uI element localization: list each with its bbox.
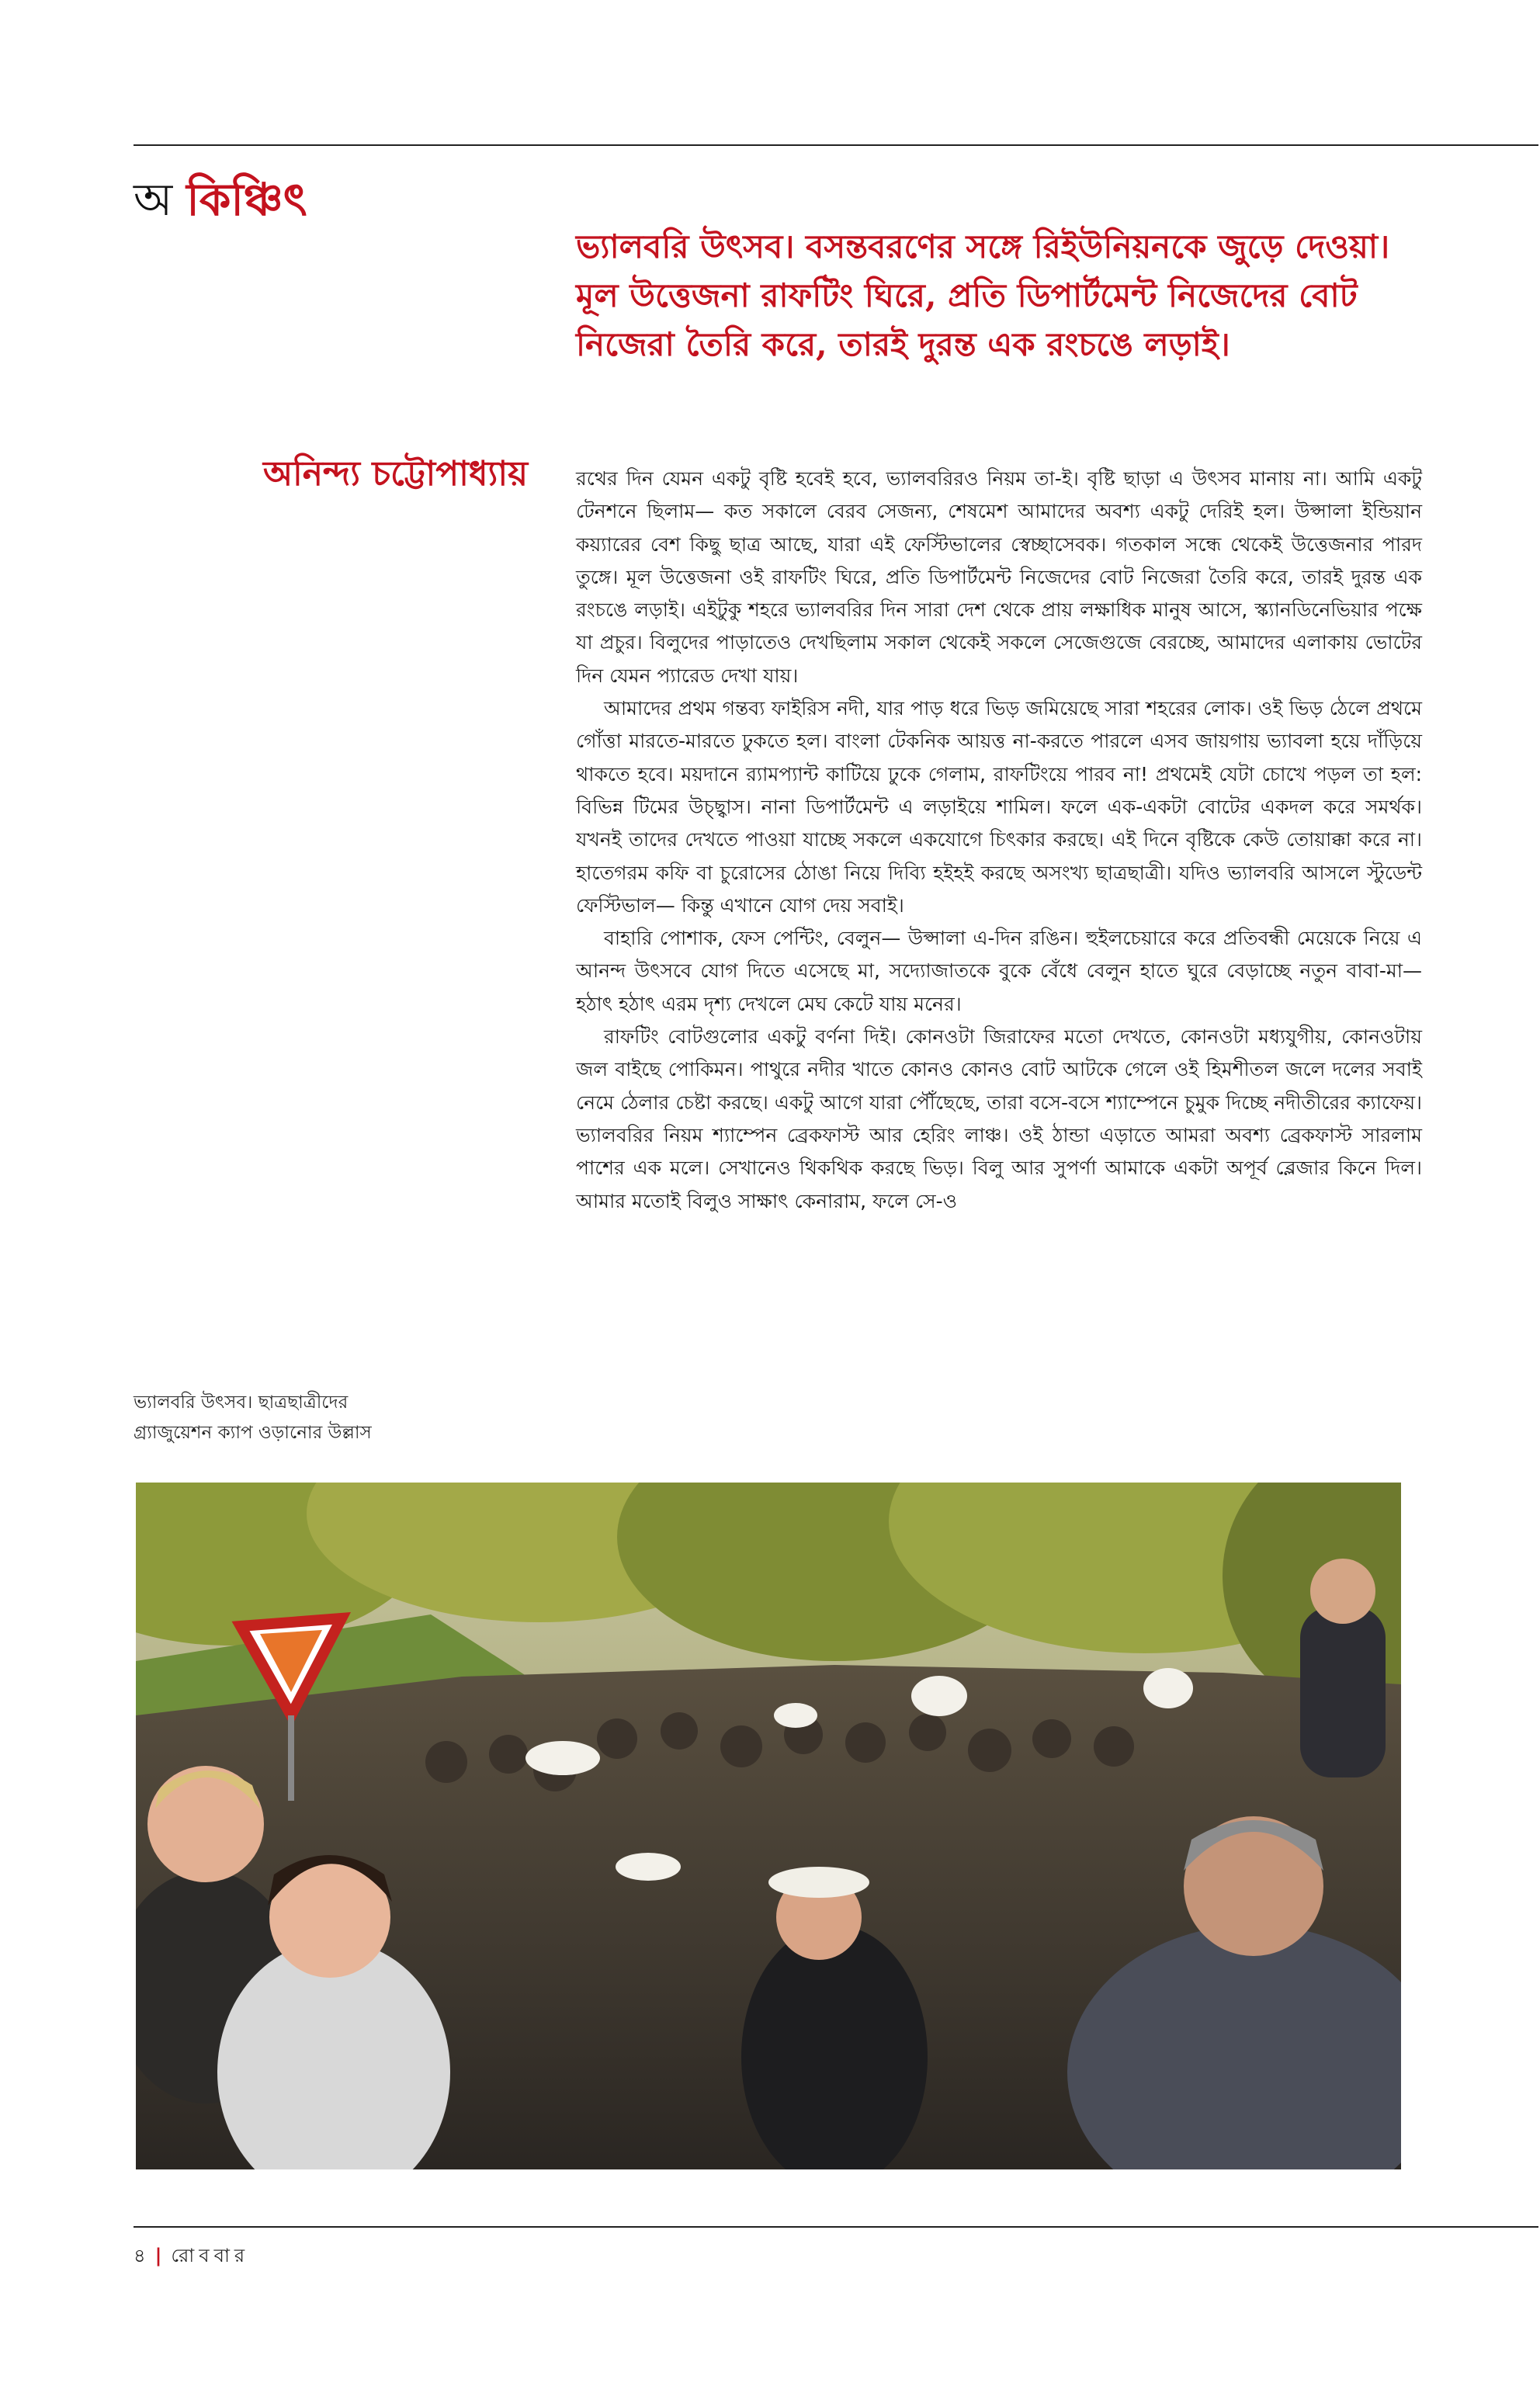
article-paragraph: রাফটিং বোটগুলোর একটু বর্ণনা দিই। কোনওটা জিরাফের মতো দেখতে, কোনওটা মধ্যযুগীয়, কোনওটায় জল বাইছে পোকিমন। পাথুরে নদীর খাতে কোনও কোনও বোট আটকে গেলে ওই হিমশীতল জলে দলের সবাই নেমে ঠেলার চেষ্টা করছে। একটু আগে যারা পৌঁছেছে, তারা বসে-বসে শ্যাম্পেনে চুমুক দিচ্ছে নদীতীরের ক্যাফেয়। ভ্যালবরির নিয়ম শ্যাম্পেন ব্রেকফাস্ট আর হেরিং লাঞ্চ। ওই ঠান্ডা এড়াতে আমরা অবশ্য ব্রেকফাস্ট সারলাম পাশের এক মলে। সেখানেও থিকথিক করছে ভিড়। বিলু আর সুপর্ণা আমাকে একটা অপূর্ব ব্লেজার কিনে দিল। আমার মতোই বিলুও সাক্ষাৎ কেনারাম, ফলে সে-ও bbox=[576, 1025, 1422, 1212]
footer-separator: | bbox=[154, 2245, 162, 2266]
magazine-name: রোববার bbox=[171, 2245, 250, 2266]
top-rule bbox=[134, 144, 1538, 146]
article-paragraph: বাহারি পোশাক, ফেস পেন্টিং, বেলুন— উপ্সালা এ-দিন রঙিন। হুইলচেয়ারে করে প্রতিবন্ধী মেয়েকে নিয়ে এ আনন্দ উৎসবে যোগ দিতে এসেছে মা, সদ্যোজাতকে বুকে বেঁধে বেলুন হাতে ঘুরে বেড়াচ্ছে নতুন বাবা-মা— হঠাৎ হঠাৎ এরম দৃশ্য দেখলে মেঘ কেটে যায় মনের। bbox=[576, 927, 1422, 1015]
section-heading bbox=[134, 172, 307, 227]
article-body bbox=[576, 463, 1422, 1218]
article-paragraph: রথের দিন যেমন একটু বৃষ্টি হবেই হবে, ভ্যালবরিরও নিয়ম তা-ই। বৃষ্টি ছাড়া এ উৎসব মানায় না। আমি একটু টেনশনে ছিলাম— কত সকালে বেরব সেজন্য, শেষমেশ আমাদের অবশ্য একটু দেরিই হল। উপ্সালা ইন্ডিয়ান কয়্যারের বেশ কিছু ছাত্র আছে, যারা এই ফেস্টিভালের স্বেচ্ছাসেবক। গতকাল সন্ধে থেকেই উত্তেজনার পারদ তুঙ্গে। মূল উত্তেজনা ওই রাফটিং ঘিরে, প্রতি ডিপার্টমেন্ট নিজেদের বোট নিজেরা তৈরি করে, তারই দুরন্ত এক রংচঙে লড়াই। এইটুকু শহরে ভ্যালবরির দিন সারা দেশ থেকে প্রায় লক্ষাধিক মানুষ আসে, স্ক্যানডিনেভিয়ার পক্ষে যা প্রচুর। বিলুদের পাড়াতেও দেখছিলাম সকাল থেকেই সকলে সেজেগুজে বেরচ্ছে, আমাদের এলাকায় ভোটের দিন যেমন প্যারেড দেখা যায়। bbox=[576, 467, 1422, 687]
section-title: কিঞ্চিৎ bbox=[186, 173, 307, 226]
section-prefix: অ bbox=[134, 173, 173, 226]
author-byline: অনিন্দ্য চট্টোপাধ্যায় bbox=[263, 454, 528, 494]
photo-caption: ভ্যালবরি উৎসব। ছাত্রছাত্রীদের গ্র্যাজুয়েশন ক্যাপ ওড়ানোর উল্লাস bbox=[134, 1392, 372, 1443]
crowd-photo bbox=[136, 1483, 1401, 2169]
article-deck: ভ্যালবরি উৎসব। বসন্তবরণের সঙ্গে রিইউনিয়নকে জুড়ে দেওয়া। মূল উত্তেজনা রাফটিং ঘিরে, প্রতি ডিপার্টমেন্ট নিজেদের বোট নিজেরা তৈরি করে, তারই দুরন্ত এক রংচঙে লড়াই। bbox=[576, 227, 1390, 363]
bottom-rule bbox=[134, 2226, 1538, 2228]
page-footer bbox=[134, 2240, 249, 2271]
page-number: ৪ bbox=[134, 2245, 146, 2266]
article-paragraph: আমাদের প্রথম গন্তব্য ফাইরিস নদী, যার পাড় ধরে ভিড় জমিয়েছে সারা শহরের লোক। ওই ভিড় ঠেলে প্রথমে গোঁত্তা মারতে-মারতে ঢুকতে হল। বাংলা টেকনিক আয়ত্ত না-করতে পারলে এসব জায়গায় ভ্যাবলা হয়ে দাঁড়িয়ে থাকতে হবে। ময়দানে র‍্যামপ্যান্ট কাটিয়ে ঢুকে গেলাম, রাফটিংয়ে পারব না! প্রথমেই যেটা চোখে পড়ল তা হল: বিভিন্ন টিমের উচ্ছ্বাস। নানা ডিপার্টমেন্ট এ লড়াইয়ে শামিল। ফলে এক-একটা বোটের একদল করে সমর্থক। যখনই তাদের দেখতে পাওয়া যাচ্ছে সকলে একযোগে চিৎকার করছে। এই দিনে বৃষ্টিকে কেউ তোয়াক্কা করে না। হাতেগরম কফি বা চুরোসের ঠোঙা নিয়ে দিব্যি হইহই করছে অসংখ্য ছাত্রছাত্রী। যদিও ভ্যালবরি আসলে স্টুডেন্ট ফেস্টিভাল— কিন্তু এখানে যোগ দেয় সবাই। bbox=[576, 697, 1422, 917]
